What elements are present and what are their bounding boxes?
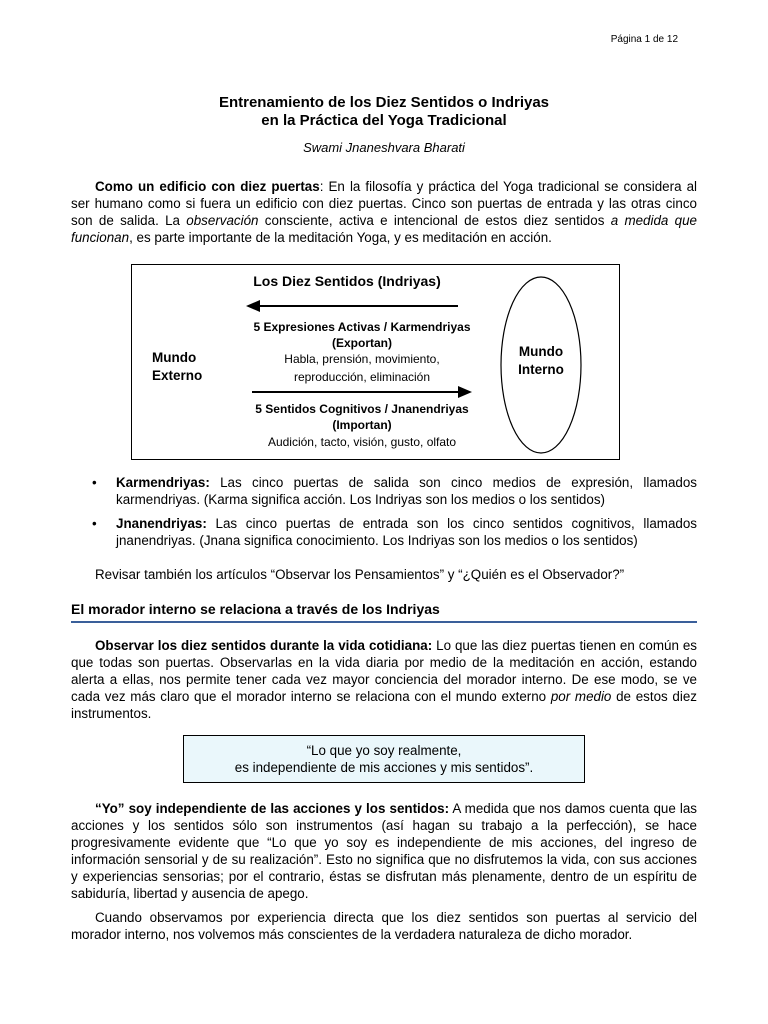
cognitive-senses-title: 5 Sentidos Cognitivos / Jnanendriyas bbox=[255, 402, 469, 416]
section-paragraph-1-text-1: Lo que las diez puertas tienen en común es que todas son puertas. Observarlas en la vida diaria por medio de la meditación en acción, estando alerta a ellas, nos permite tener cada vez mayor conciencia del morador interno. De ese modo, se ve cada vez más claro que el morador interno se relaciona con el mundo externo bbox=[71, 638, 697, 704]
quote-line-1: “Lo que yo soy realmente, bbox=[306, 743, 462, 758]
active-expressions-title: 5 Expresiones Activas / Karmendriyas bbox=[253, 320, 471, 334]
cognitive-senses-sub: (Importan) bbox=[332, 418, 392, 432]
bullet-term: Karmendriyas: bbox=[116, 475, 210, 490]
list-item bbox=[92, 515, 697, 549]
quote-line-2: es independiente de mis acciones y mis sentidos”. bbox=[234, 760, 534, 775]
section-paragraph-2 bbox=[71, 800, 697, 902]
bullet-term: Jnanendriyas: bbox=[116, 516, 207, 531]
cognitive-senses-items: Audición, tacto, visión, gusto, olfato bbox=[267, 435, 457, 449]
active-expressions-sub: (Exportan) bbox=[332, 336, 392, 350]
external-world-label bbox=[152, 349, 222, 385]
bullet-text: Las cinco puertas de entrada son los cinco sentidos cognitivos, llamados jnanendriyas. (Jnana significa conocimiento. Los Indriyas son los medios o los sentidos) bbox=[116, 516, 697, 548]
section-paragraph-2-bold: “Yo” soy independiente de las acciones y los sentidos: bbox=[95, 801, 450, 816]
title-line-1: Entrenamiento de los Diez Sentidos o Indriyas bbox=[218, 94, 550, 111]
bullet-text: Las cinco puertas de salida son cinco medios de expresión, llamados karmendriyas. (Karma significa acción. Los Indriyas son los medios o los sentidos) bbox=[116, 475, 697, 507]
bullet-marker: • bbox=[92, 516, 97, 531]
inner-world-label-1: Mundo bbox=[518, 344, 564, 359]
bullet-marker: • bbox=[92, 475, 97, 490]
section-paragraph-2-text: A medida que nos damos cuenta que las acciones y los sentidos sólo son instrumentos (así hagan su trabajo a la perfección), se hace progresivamente evidente que “Lo que yo soy es independiente de mis acciones, del ingreso de información sensorial y de su realización”. Esto no significa que no disfrutemos la vida, con sus acciones y experiencias sensorias; por el contrario, éstas se disfrutan más plenamente, dentro de un espíritu de sabiduría, libertad y ausencia de apego. bbox=[71, 801, 697, 901]
document-title bbox=[0, 94, 768, 130]
intro-emphasis-2: a medida que funcionan bbox=[71, 213, 698, 245]
section-heading: El morador interno se relaciona a través de los Indriyas bbox=[71, 601, 697, 623]
intro-text-3: , es parte importante de la meditación Yoga, y es meditación en acción. bbox=[129, 230, 552, 245]
page-number: Página 1 de 12 bbox=[610, 34, 678, 45]
intro-emphasis-1: observación bbox=[186, 213, 259, 228]
external-world-label-1: Mundo bbox=[152, 350, 197, 365]
inner-world-label-2: Interno bbox=[518, 362, 564, 377]
senses-diagram bbox=[131, 264, 620, 460]
quote-box bbox=[183, 735, 585, 783]
intro-text-2: consciente, activa e intencional de estos diez sentidos bbox=[258, 213, 611, 228]
see-also-paragraph: Revisar también los artículos “Observar los Pensamientos” y “¿Quién es el Observador?” bbox=[95, 567, 625, 582]
section-paragraph-1-text-2: de estos diez instrumentos. bbox=[71, 689, 697, 721]
section-paragraph-1-emphasis: por medio bbox=[550, 689, 612, 704]
section-paragraph-1 bbox=[71, 637, 697, 722]
title-line-2: en la Práctica del Yoga Tradicional bbox=[261, 112, 507, 129]
section-paragraph-1-bold: Observar los diez sentidos durante la vida cotidiana: bbox=[95, 638, 433, 653]
intro-bold: Como un edificio con diez puertas bbox=[95, 179, 320, 194]
intro-text-1: : En la filosofía y práctica del Yoga tradicional se considera al ser humano como si fuera un edificio con diez puertas. Cinco son puertas de entrada y las otras cinco son de salida. La bbox=[71, 179, 697, 228]
diagram-title: Los Diez Sentidos (Indriyas) bbox=[253, 273, 441, 289]
list-item bbox=[92, 474, 697, 508]
inner-world-label bbox=[504, 343, 578, 379]
active-expressions-items-1: Habla, prensión, movimiento, bbox=[284, 352, 440, 366]
section-paragraph-3: Cuando observamos por experiencia directa que los diez sentidos son puertas al servicio del morador interno, nos volvemos más conscientes de la verdadera naturaleza de dicho morador. bbox=[71, 910, 697, 942]
intro-paragraph bbox=[71, 178, 697, 246]
author: Swami Jnaneshvara Bharati bbox=[303, 140, 465, 155]
arrow-right-icon bbox=[250, 385, 472, 399]
arrow-left-icon bbox=[246, 299, 462, 313]
external-world-label-2: Externo bbox=[152, 368, 203, 383]
bullet-list bbox=[92, 474, 697, 556]
active-expressions-items-2: reproducción, eliminación bbox=[293, 370, 431, 384]
